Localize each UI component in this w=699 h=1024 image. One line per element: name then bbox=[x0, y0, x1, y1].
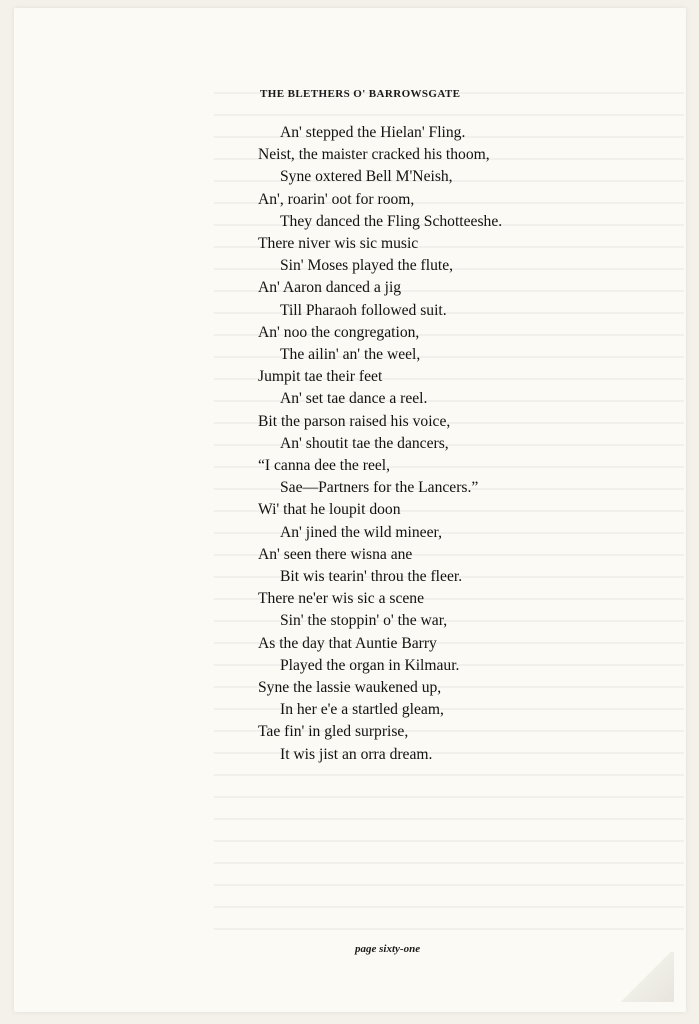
poem-line: Played the organ in Kilmaur. bbox=[280, 656, 460, 674]
poem-body bbox=[258, 122, 502, 766]
page-number: page sixty-one bbox=[355, 943, 421, 955]
poem-line: “I canna dee the reel, bbox=[258, 457, 391, 475]
poem-line: Tae fin' in gled surprise, bbox=[258, 723, 409, 741]
poem-line: In her e'e a startled gleam, bbox=[280, 701, 444, 719]
poem-line: There niver wis sic music bbox=[258, 235, 419, 253]
poem-line: Sin' the stoppin' o' the war, bbox=[280, 612, 448, 630]
poem-line: An' stepped the Hielan' Fling. bbox=[280, 124, 466, 141]
poem-line: They danced the Fling Schotteeshe. bbox=[280, 212, 503, 230]
page-corner-curl bbox=[604, 952, 674, 1002]
poem-line: An' noo the congregation, bbox=[258, 323, 420, 341]
poem-line: Syne oxtered Bell M'Neish, bbox=[280, 168, 453, 186]
poem-line: An' jined the wild mineer, bbox=[280, 523, 442, 541]
poem-line: There ne'er wis sic a scene bbox=[258, 590, 425, 608]
poem-line: An' Aaron danced a jig bbox=[258, 279, 402, 297]
poem-line: An' set tae dance a reel. bbox=[280, 390, 428, 408]
poem-line: The ailin' an' the weel, bbox=[280, 346, 421, 364]
poem-line: Neist, the maister cracked his thoom, bbox=[258, 146, 490, 164]
book-page bbox=[14, 8, 686, 1012]
poem-line: Till Pharaoh followed suit. bbox=[280, 301, 447, 319]
poem-line: Jumpit tae their feet bbox=[258, 368, 383, 386]
poem-line: Syne the lassie waukened up, bbox=[258, 679, 442, 697]
poem-line: Sin' Moses played the flute, bbox=[280, 257, 454, 275]
poem-line: Wi' that he loupit doon bbox=[258, 501, 401, 519]
poem-line: An' seen there wisna ane bbox=[258, 545, 413, 563]
running-head: THE BLETHERS O' BARROWSGATE bbox=[260, 88, 461, 100]
poem-line: As the day that Auntie Barry bbox=[258, 634, 437, 652]
poem-line: It wis jist an orra dream. bbox=[280, 745, 433, 763]
poem-line: Sae—Partners for the Lancers.” bbox=[280, 479, 479, 497]
poem-line: An', roarin' oot for room, bbox=[258, 190, 415, 208]
poem-line: Bit the parson raised his voice, bbox=[258, 412, 451, 430]
poem-line: An' shoutit tae the dancers, bbox=[280, 434, 449, 452]
poem-line: Bit wis tearin' throu the fleer. bbox=[280, 568, 463, 586]
